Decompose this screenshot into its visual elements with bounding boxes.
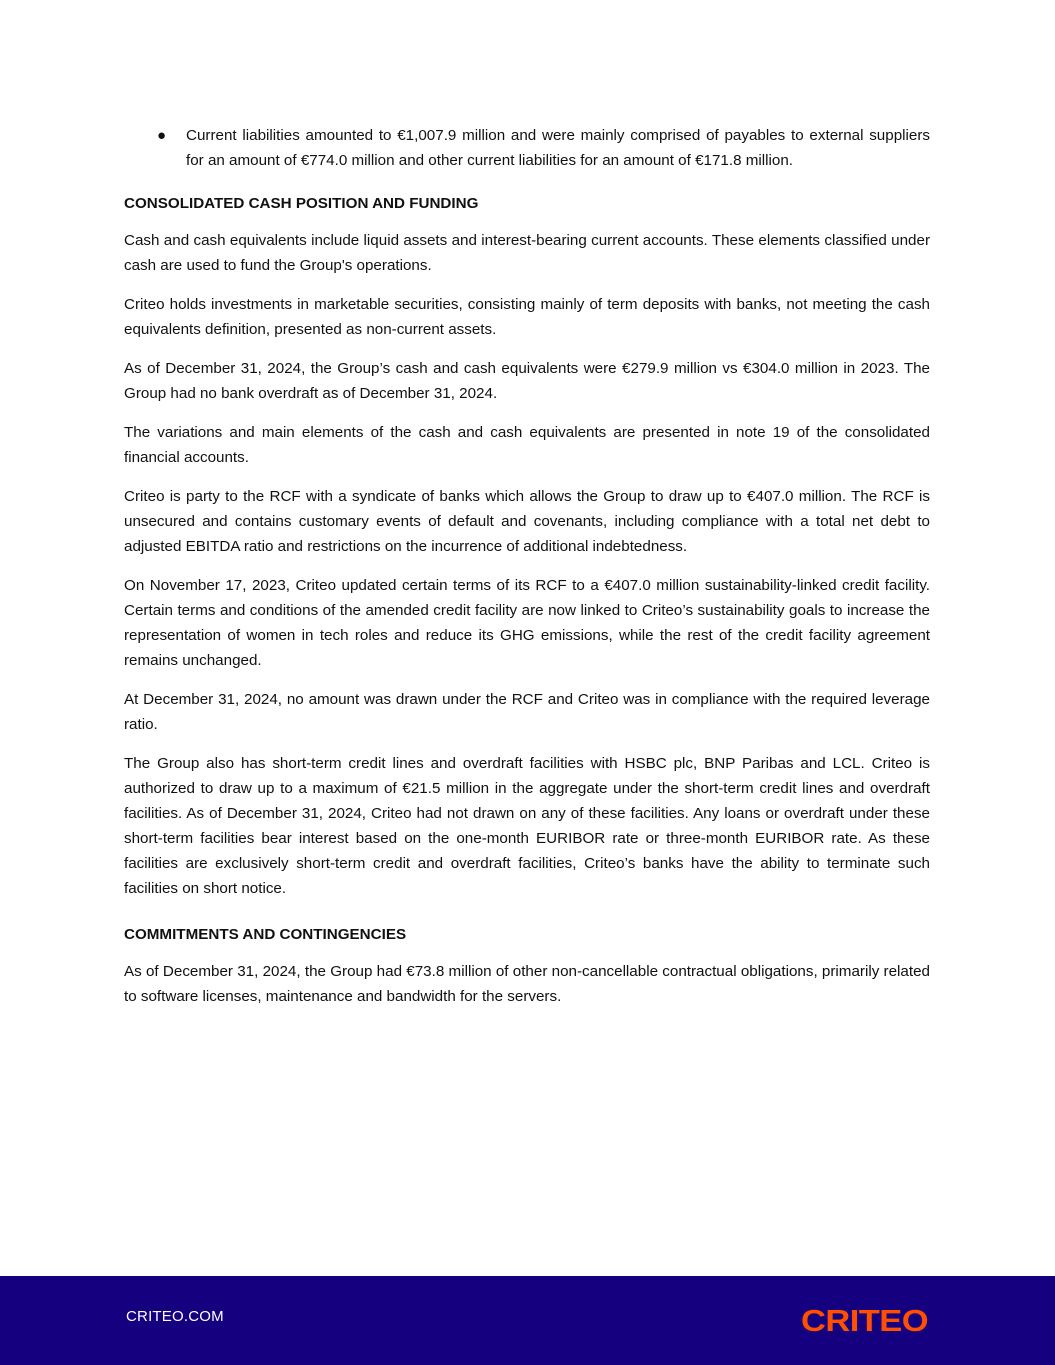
paragraph: The variations and main elements of the cash and cash equivalents are presented in note 19 of the consolidated financial accounts. <box>124 424 930 466</box>
page-footer <box>0 1276 1055 1365</box>
criteo-logo <box>801 1306 929 1334</box>
paragraph: As of December 31, 2024, the Group had €73.8 million of other non-cancellable contractual obligations, primarily related to software licenses, maintenance and bandwidth for the servers. <box>124 963 930 1005</box>
paragraph: At December 31, 2024, no amount was drawn under the RCF and Criteo was in compliance with the required leverage ratio. <box>124 691 930 733</box>
section-heading-commitments: COMMITMENTS AND CONTINGENCIES <box>124 926 407 943</box>
list-item <box>124 123 930 173</box>
liabilities-bullet-list <box>124 123 930 173</box>
section-heading-cash: CONSOLIDATED CASH POSITION AND FUNDING <box>124 195 479 212</box>
paragraph: On November 17, 2023, Criteo updated certain terms of its RCF to a €407.0 million sustainability-linked credit facility. Certain terms and conditions of the amended credit facility are now linked to Criteo’s sustainability goals to increase the representation of women in tech roles and reduce its GHG emissions, while the rest of the credit facility agreement remains unchanged. <box>124 577 930 669</box>
document-body <box>124 123 930 1023</box>
paragraph: Criteo is party to the RCF with a syndicate of banks which allows the Group to draw up to €407.0 million. The RCF is unsecured and contains customary events of default and covenants, including compliance with a total net debt to adjusted EBITDA ratio and restrictions on the incurrence of additional indebtedness. <box>124 488 930 555</box>
paragraph: Cash and cash equivalents include liquid assets and interest-bearing current accounts. These elements classified under cash are used to fund the Group's operations. <box>124 232 930 274</box>
paragraph: As of December 31, 2024, the Group’s cash and cash equivalents were €279.9 million vs €304.0 million in 2023. The Group had no bank overdraft as of December 31, 2024. <box>124 360 930 402</box>
footer-website-link[interactable]: CRITEO.COM <box>126 1308 224 1325</box>
bullet-text: Current liabilities amounted to €1,007.9 million and were mainly comprised of payables to external suppliers for an amount of €774.0 million and other current liabilities for an amount of €171.8 million. <box>186 127 930 169</box>
bullet-dot-icon: ● <box>157 127 167 144</box>
paragraph: The Group also has short-term credit lines and overdraft facilities with HSBC plc, BNP Paribas and LCL. Criteo is authorized to draw up to a maximum of €21.5 million in the aggregate under the short-term credit lines and overdraft facilities. As of December 31, 2024, Criteo had not drawn on any of these facilities. Any loans or overdraft under these short-term facilities bear interest based on the one-month EURIBOR rate or three-month EURIBOR rate. As these facilities are exclusively short-term credit and overdraft facilities, Criteo’s banks have the ability to terminate such facilities on short notice. <box>124 755 930 897</box>
criteo-logo-text: CRITEO <box>801 1306 928 1334</box>
paragraph: Criteo holds investments in marketable securities, consisting mainly of term deposits with banks, not meeting the cash equivalents definition, presented as non-current assets. <box>124 296 930 338</box>
